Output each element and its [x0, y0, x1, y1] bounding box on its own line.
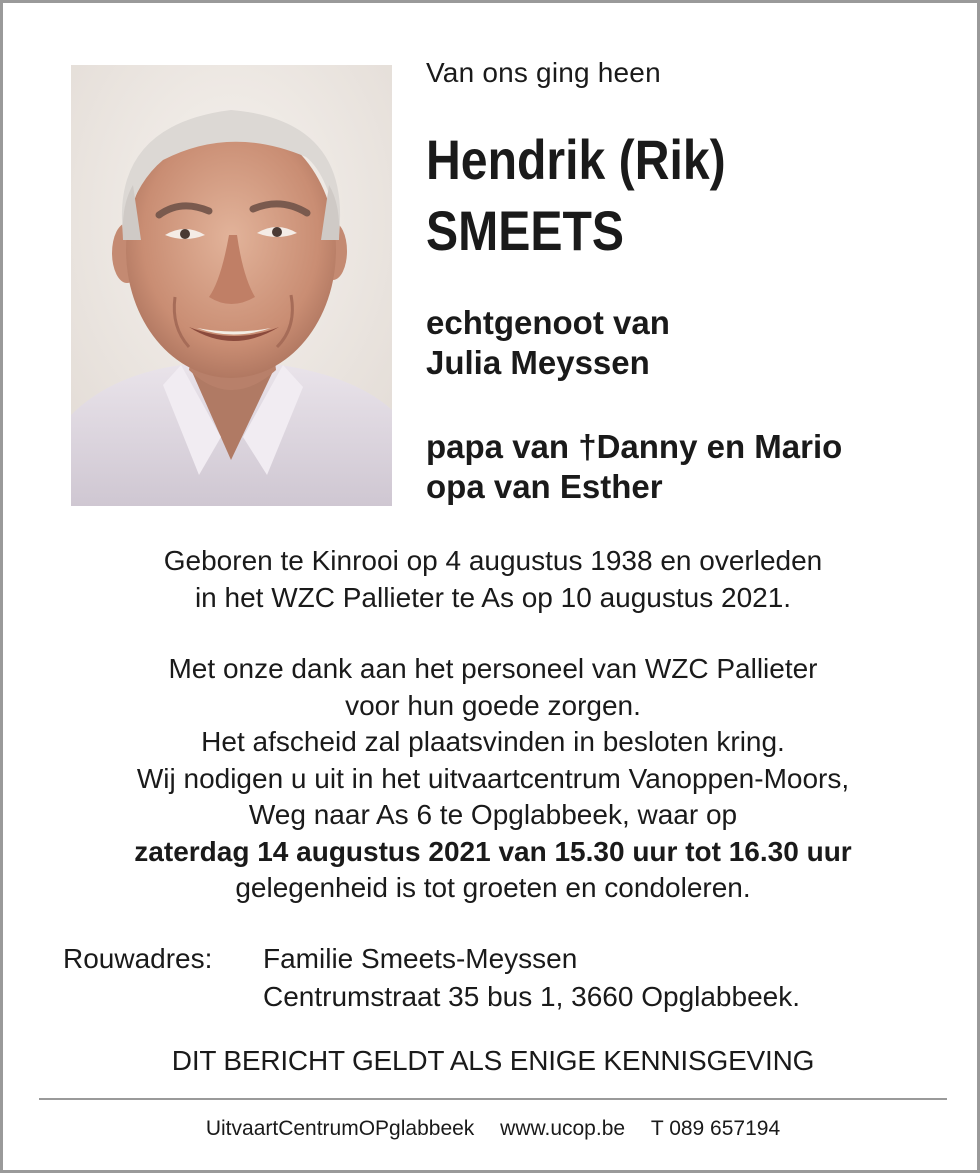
- spouse-relation: [426, 303, 966, 383]
- thanks-line-2: voor hun goede zorgen.: [345, 689, 641, 721]
- birth-death-info: [23, 543, 963, 616]
- mourning-address-family: Familie Smeets-Meyssen: [263, 943, 578, 974]
- footer: [23, 1117, 963, 1141]
- mourning-address-street: Centrumstraat 35 bus 1, 3660 Opglabbeek.: [263, 981, 801, 1012]
- thanks-and-farewell: [23, 651, 963, 907]
- deceased-name: [426, 125, 890, 266]
- sole-notice: DIT BERICHT GELDT ALS ENIGE KENNISGEVING: [171, 1045, 815, 1076]
- thanks-line-1: Met onze dank aan het personeel van WZC Pallieter: [168, 653, 818, 684]
- mourning-address-lines: [263, 940, 800, 1016]
- footer-divider: [39, 1098, 947, 1100]
- thanks-line-5: Weg naar As 6 te Opglabbeek, waar op: [248, 799, 738, 830]
- birth-line-1: Geboren te Kinrooi op 4 augustus 1938 en overleden: [163, 545, 823, 576]
- footer-phone: T 089 657194: [650, 1117, 781, 1140]
- thanks-line-3: Het afscheid zal plaatsvinden in besloten kring.: [201, 726, 785, 757]
- portrait-photo: [71, 65, 392, 506]
- mourning-address-label: Rouwadres:: [63, 943, 213, 974]
- intro-text: Van ons ging heen: [426, 57, 661, 88]
- visitation-datetime: zaterdag 14 augustus 2021 van 15.30 uur tot 16.30 uur: [134, 835, 852, 867]
- deceased-first-name: Hendrik (Rik): [426, 128, 726, 191]
- deceased-surname: SMEETS: [426, 198, 625, 262]
- thanks-line-4: Wij nodigen u uit in het uitvaartcentrum Vanoppen-Moors,: [136, 762, 850, 794]
- thanks-line-7: gelegenheid is tot groeten en condoleren.: [235, 872, 751, 903]
- footer-website: www.ucop.be: [500, 1117, 626, 1140]
- spouse-relation-label: echtgenoot van: [426, 304, 670, 341]
- birth-line-2: in het WZC Pallieter te As op 10 augustus 2021.: [194, 581, 792, 613]
- footer-company: UitvaartCentrumOPglabbeek: [205, 1117, 475, 1140]
- spouse-name: Julia Meyssen: [426, 344, 650, 381]
- grandchildren-relation: opa van Esther: [426, 468, 663, 505]
- family-relations: [426, 427, 966, 507]
- children-relation: papa van †Danny en Mario: [426, 428, 843, 465]
